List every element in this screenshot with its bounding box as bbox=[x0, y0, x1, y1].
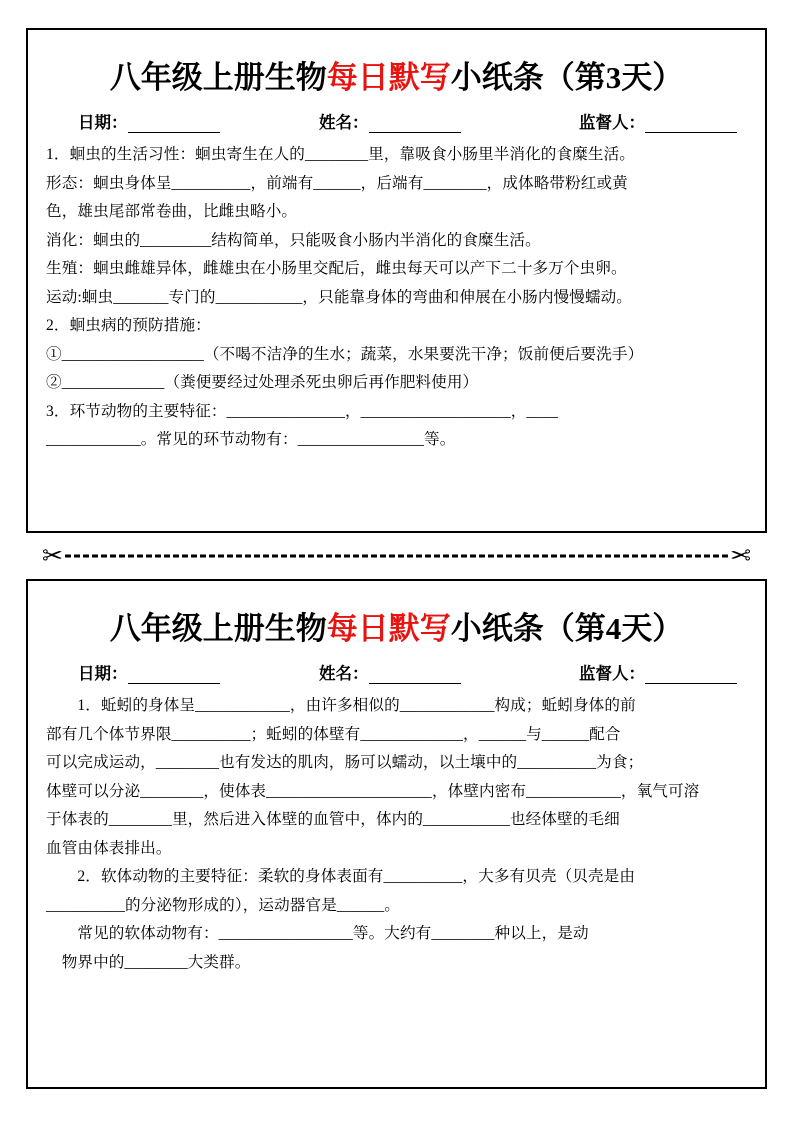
body-line: 2．蛔虫病的预防措施： bbox=[46, 317, 211, 334]
supervisor-blank[interactable] bbox=[645, 117, 737, 133]
body-line: 部有几个体节界限__________；蚯蚓的体壁有_____________，______与______配合 bbox=[46, 725, 621, 743]
date-blank[interactable] bbox=[128, 117, 220, 133]
scissors-icon: ✂ bbox=[730, 542, 751, 570]
body-line: ____________。常见的环节动物有：________________等。 bbox=[46, 431, 456, 448]
title-highlight: 每日默写 bbox=[326, 60, 451, 95]
body-line: 生殖：蛔虫雌雄异体，雌雄虫在小肠里交配后，雌虫每天可以产下二十多万个虫卵。 bbox=[46, 260, 627, 277]
body-line: 常见的软体动物有：_________________等。大约有________种以上，是动 bbox=[46, 925, 589, 942]
date-field[interactable] bbox=[78, 660, 220, 684]
body-line: 运动:蛔虫_______专门的___________，只能靠身体的弯曲和伸展在小肠内慢慢蠕动。 bbox=[46, 288, 633, 306]
body-line: 于体表的________里，然后进入体壁的血管中，体内的___________也经体壁的毛细 bbox=[46, 811, 620, 828]
name-field[interactable] bbox=[319, 660, 461, 684]
body-line: ②_____________（粪便要经过处理杀死虫卵后再作肥料使用） bbox=[46, 374, 479, 391]
supervisor-blank[interactable] bbox=[645, 668, 737, 684]
worksheet-card-day4 bbox=[26, 579, 767, 1089]
title-suffix: 小纸条（第3天） bbox=[450, 60, 684, 95]
page-title-day3 bbox=[46, 52, 747, 97]
date-label: 日期： bbox=[78, 664, 128, 683]
body-line: 色，雄虫尾部常卷曲，比雌虫略小。 bbox=[46, 203, 298, 220]
supervisor-label: 监督人： bbox=[579, 113, 645, 132]
body-line: 1．蛔虫的生活习性：蛔虫寄生在人的________里，靠吸食小肠里半消化的食糜生活。 bbox=[46, 146, 635, 163]
worksheet-body-day4 bbox=[46, 692, 747, 977]
scissors-icon: ✂ bbox=[42, 542, 63, 570]
supervisor-field[interactable] bbox=[579, 660, 737, 684]
name-field[interactable] bbox=[319, 109, 461, 133]
body-line: 形态：蛔虫身体呈__________，前端有______，后端有________，成体略带粉红或黄 bbox=[46, 174, 628, 192]
body-line: 体壁可以分泌________，使体表_____________________，体壁内密布____________，氧气可溶 bbox=[46, 782, 700, 800]
body-line: 1．蚯蚓的身体呈____________，由许多相似的____________构成；蚯蚓身体的前 bbox=[46, 697, 636, 714]
body-line: 物界中的________大类群。 bbox=[46, 953, 251, 971]
body-line: 2．软体动物的主要特征：柔软的身体表面有__________，大多有贝壳（贝壳是由 bbox=[46, 868, 636, 885]
page-title-day4 bbox=[46, 603, 747, 648]
title-highlight: 每日默写 bbox=[326, 611, 451, 646]
name-label: 姓名： bbox=[319, 664, 369, 683]
dashed-line bbox=[56, 555, 737, 558]
body-line: __________的分泌物形成的），运动器官是______。 bbox=[46, 896, 400, 914]
cut-line-divider bbox=[26, 533, 767, 579]
date-label: 日期： bbox=[78, 113, 128, 132]
title-prefix: 八年级上册生物 bbox=[109, 611, 327, 646]
supervisor-field[interactable] bbox=[579, 109, 737, 133]
body-line: 可以完成运动，________也有发达的肌肉，肠可以蠕动，以土壤中的__________为食； bbox=[46, 754, 644, 771]
worksheet-body-day3 bbox=[46, 141, 747, 455]
meta-row-day3 bbox=[46, 109, 747, 133]
name-blank[interactable] bbox=[369, 668, 461, 684]
date-field[interactable] bbox=[78, 109, 220, 133]
body-line: 消化：蛔虫的_________结构简单，只能吸食小肠内半消化的食糜生活。 bbox=[46, 231, 541, 249]
title-prefix: 八年级上册生物 bbox=[109, 60, 327, 95]
body-line: 3．环节动物的主要特征：_______________，___________________，____ bbox=[46, 402, 558, 420]
body-line: ①__________________（不喝不洁净的生水；蔬菜，水果要洗干净；饭前便后要洗手） bbox=[46, 345, 644, 363]
worksheet-card-day3 bbox=[26, 28, 767, 533]
meta-row-day4 bbox=[46, 660, 747, 684]
name-label: 姓名： bbox=[319, 113, 369, 132]
supervisor-label: 监督人： bbox=[579, 664, 645, 683]
name-blank[interactable] bbox=[369, 117, 461, 133]
body-line: 血管由体表排出。 bbox=[46, 839, 172, 857]
date-blank[interactable] bbox=[128, 668, 220, 684]
title-suffix: 小纸条（第4天） bbox=[450, 611, 684, 646]
